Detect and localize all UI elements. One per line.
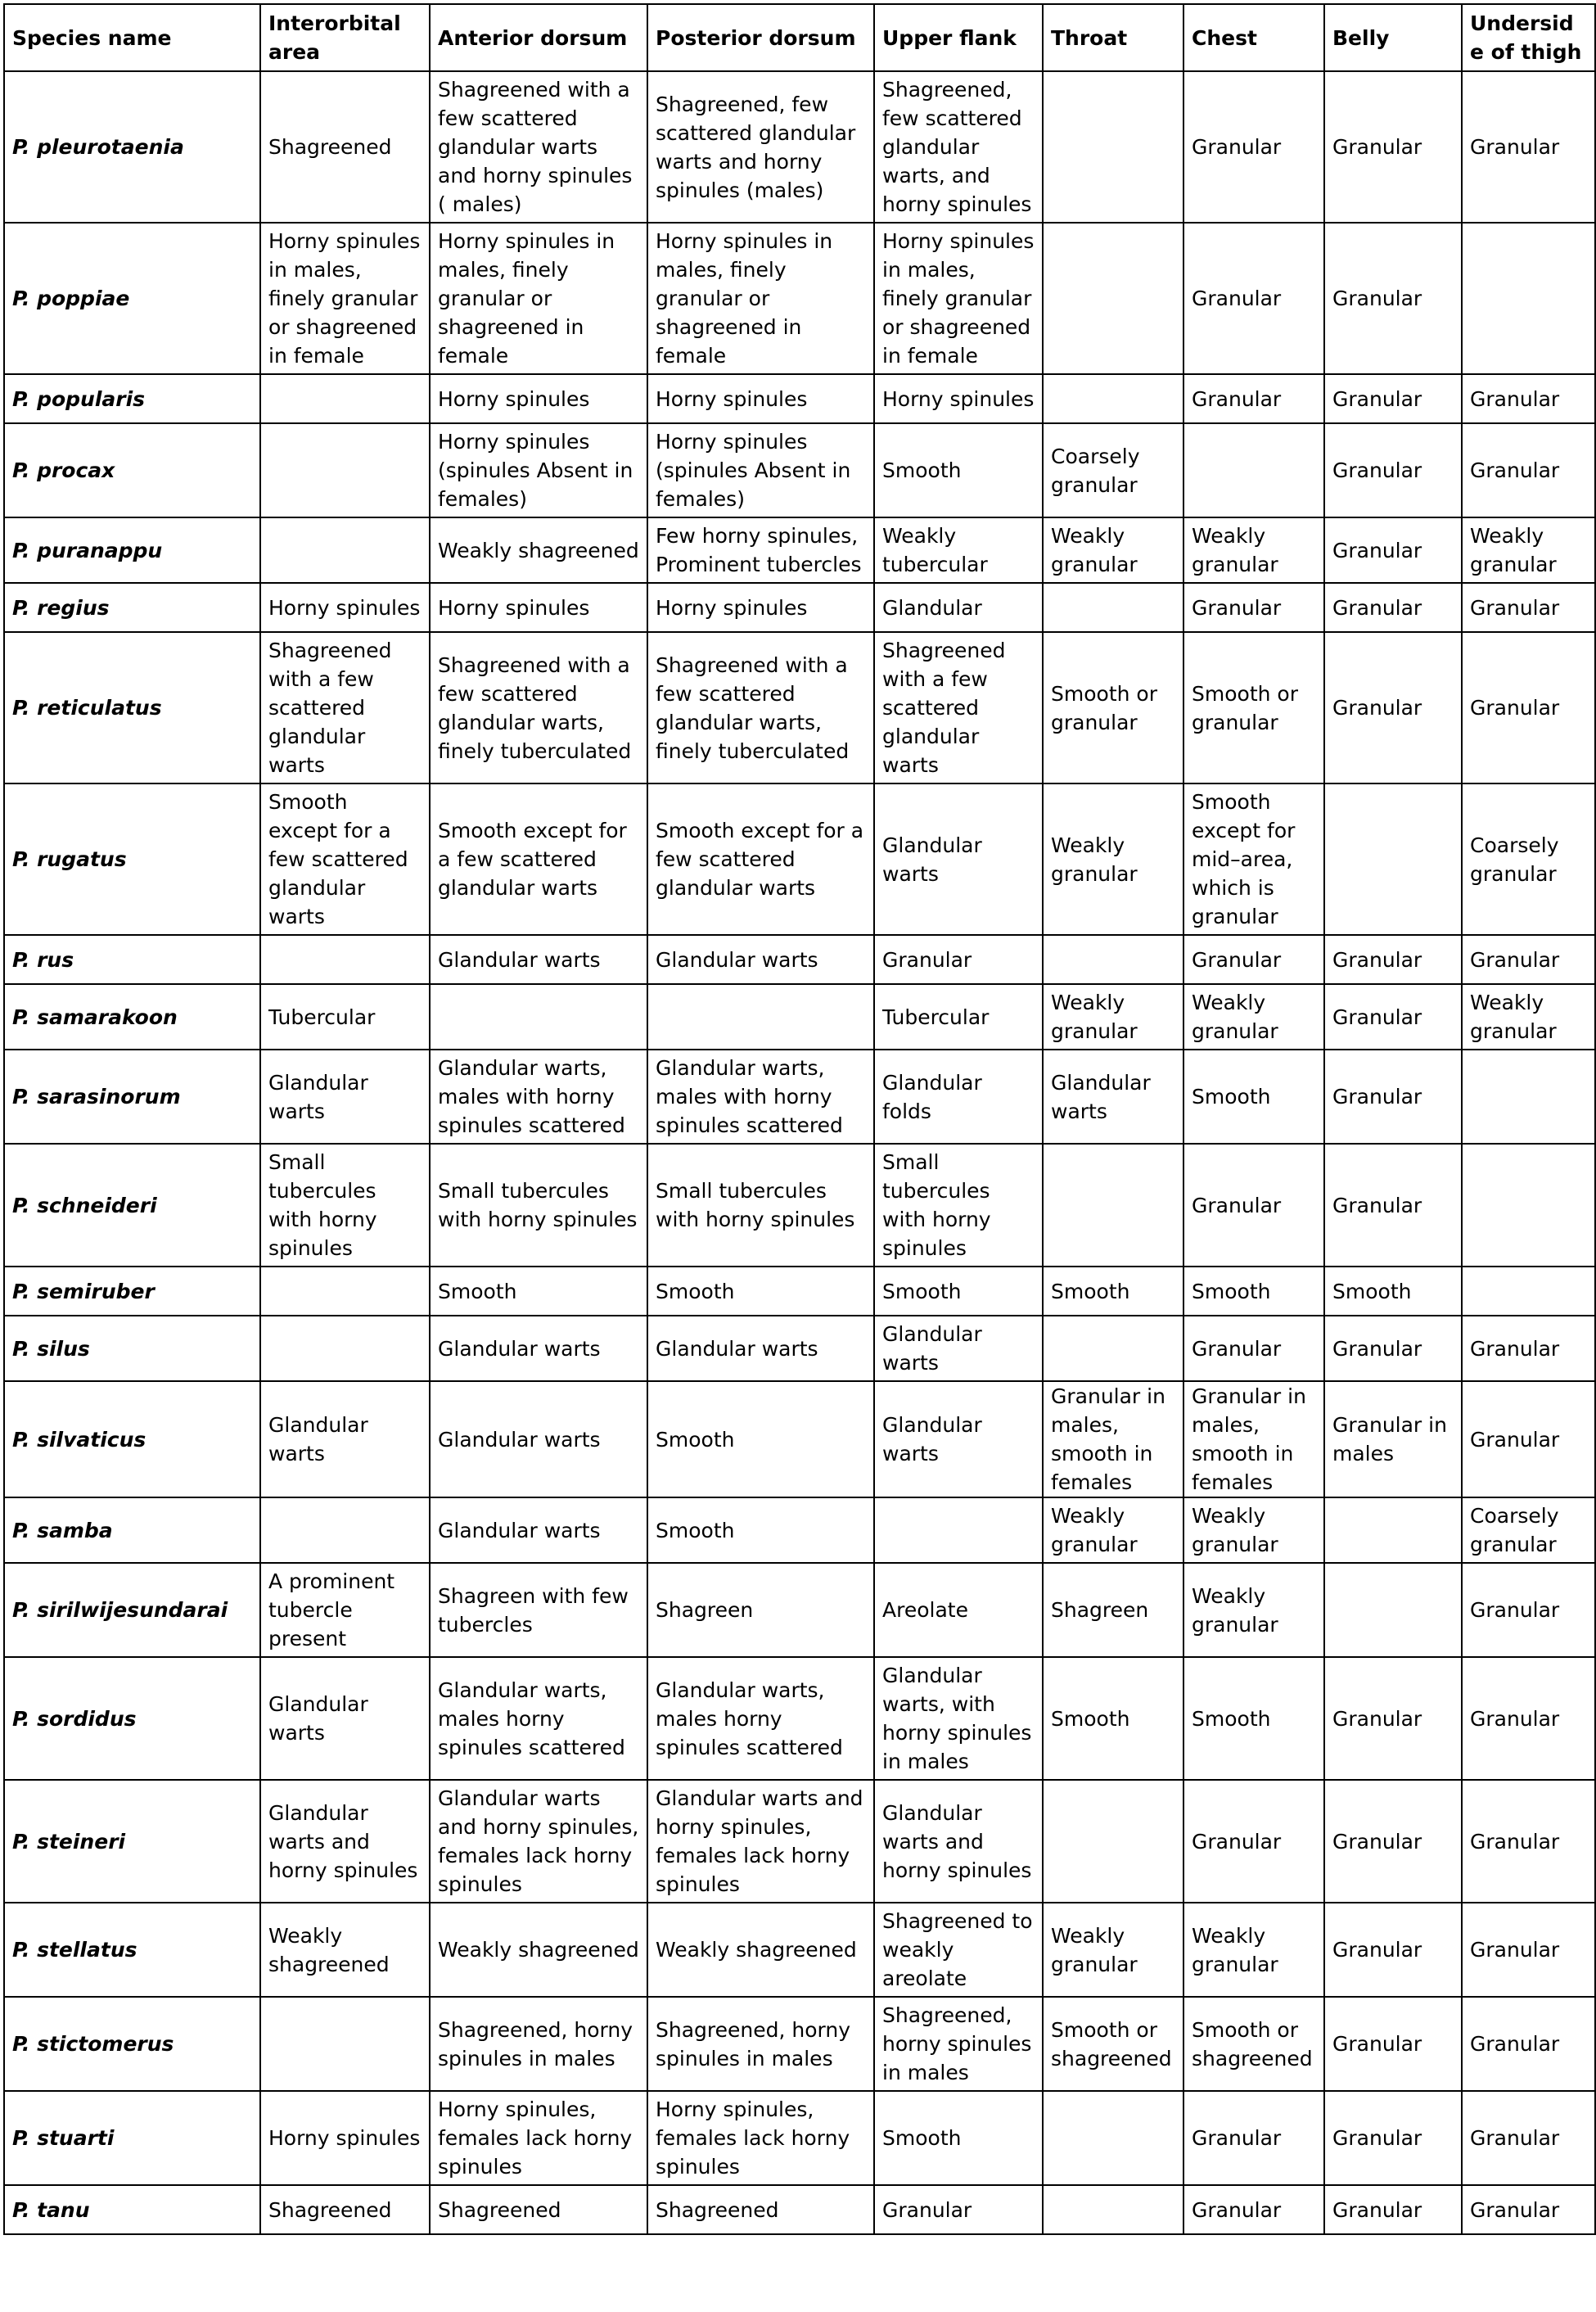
belly-cell: Granular	[1324, 632, 1462, 783]
column-header-anterior-dorsum: Anterior dorsum	[430, 4, 647, 71]
chest-cell: Granular	[1183, 1316, 1324, 1381]
belly-cell: Granular	[1324, 517, 1462, 583]
species-name-cell: P. stictomerus	[4, 1997, 260, 2091]
throat-cell: Weakly granular	[1043, 783, 1183, 935]
posterior-dorsum-cell: Glandular warts and horny spinules, females lack horny spinules	[647, 1780, 874, 1903]
upper-flank-cell: Weakly tubercular	[874, 517, 1043, 583]
anterior-dorsum-cell: Smooth	[430, 1267, 647, 1316]
underside-of-thigh-cell: Granular	[1462, 1997, 1595, 2091]
species-name-cell: P. silvaticus	[4, 1381, 260, 1497]
underside-of-thigh-cell: Granular	[1462, 1657, 1595, 1780]
posterior-dorsum-cell: Smooth	[647, 1497, 874, 1563]
upper-flank-cell: Glandular warts	[874, 1316, 1043, 1381]
throat-cell: Weakly granular	[1043, 517, 1183, 583]
throat-cell	[1043, 1144, 1183, 1267]
underside-of-thigh-cell: Granular	[1462, 935, 1595, 984]
chest-cell: Granular	[1183, 583, 1324, 632]
chest-cell: Granular	[1183, 935, 1324, 984]
species-name-cell: P. silus	[4, 1316, 260, 1381]
posterior-dorsum-cell: Horny spinules in males, finely granular or shagreened in female	[647, 223, 874, 374]
underside-of-thigh-cell: Granular	[1462, 632, 1595, 783]
posterior-dorsum-cell: Weakly shagreened	[647, 1903, 874, 1997]
underside-of-thigh-cell: Granular	[1462, 374, 1595, 423]
table-row	[4, 1381, 1595, 1497]
upper-flank-cell: Smooth	[874, 2091, 1043, 2185]
table-row	[4, 632, 1595, 783]
column-header-posterior-dorsum: Posterior dorsum	[647, 4, 874, 71]
posterior-dorsum-cell: Horny spinules (spinules Absent in females)	[647, 423, 874, 517]
throat-cell	[1043, 583, 1183, 632]
posterior-dorsum-cell: Smooth except for a few scattered glandular warts	[647, 783, 874, 935]
underside-of-thigh-cell: Granular	[1462, 1903, 1595, 1997]
underside-of-thigh-cell: Granular	[1462, 1316, 1595, 1381]
throat-cell: Smooth or granular	[1043, 632, 1183, 783]
underside-of-thigh-cell: Granular	[1462, 71, 1595, 223]
chest-cell: Granular in males, smooth in females	[1183, 1381, 1324, 1497]
species-skin-texture-table	[3, 3, 1596, 2235]
posterior-dorsum-cell: Few horny spinules, Prominent tubercles	[647, 517, 874, 583]
underside-of-thigh-cell: Granular	[1462, 2185, 1595, 2234]
upper-flank-cell: Glandular warts	[874, 783, 1043, 935]
posterior-dorsum-cell: Horny spinules	[647, 583, 874, 632]
table-row	[4, 783, 1595, 935]
belly-cell	[1324, 1497, 1462, 1563]
chest-cell: Granular	[1183, 374, 1324, 423]
species-name-cell: P. poppiae	[4, 223, 260, 374]
upper-flank-cell: Glandular warts, with horny spinules in males	[874, 1657, 1043, 1780]
chest-cell: Smooth	[1183, 1050, 1324, 1144]
interorbital-area-cell: Small tubercules with horny spinules	[260, 1144, 430, 1267]
interorbital-area-cell: A prominent tubercle present	[260, 1563, 430, 1657]
interorbital-area-cell: Smooth except for a few scattered glandular warts	[260, 783, 430, 935]
upper-flank-cell: Glandular warts	[874, 1381, 1043, 1497]
upper-flank-cell: Granular	[874, 2185, 1043, 2234]
species-name-cell: P. sordidus	[4, 1657, 260, 1780]
throat-cell: Weakly granular	[1043, 1903, 1183, 1997]
interorbital-area-cell: Horny spinules in males, finely granular or shagreened in female	[260, 223, 430, 374]
table-row	[4, 71, 1595, 223]
interorbital-area-cell: Glandular warts	[260, 1381, 430, 1497]
underside-of-thigh-cell	[1462, 1050, 1595, 1144]
posterior-dorsum-cell: Horny spinules	[647, 374, 874, 423]
species-name-cell: P. rugatus	[4, 783, 260, 935]
interorbital-area-cell	[260, 1997, 430, 2091]
belly-cell: Granular	[1324, 1780, 1462, 1903]
interorbital-area-cell: Tubercular	[260, 984, 430, 1050]
column-header-belly: Belly	[1324, 4, 1462, 71]
anterior-dorsum-cell: Glandular warts and horny spinules, females lack horny spinules	[430, 1780, 647, 1903]
table-row	[4, 1903, 1595, 1997]
belly-cell: Granular	[1324, 1903, 1462, 1997]
throat-cell	[1043, 2091, 1183, 2185]
header-row	[4, 4, 1595, 71]
upper-flank-cell: Glandular folds	[874, 1050, 1043, 1144]
underside-of-thigh-cell: Granular	[1462, 423, 1595, 517]
belly-cell: Granular	[1324, 1144, 1462, 1267]
column-header-upper-flank: Upper flank	[874, 4, 1043, 71]
table-row	[4, 423, 1595, 517]
anterior-dorsum-cell: Horny spinules	[430, 583, 647, 632]
posterior-dorsum-cell: Horny spinules, females lack horny spinules	[647, 2091, 874, 2185]
species-name-cell: P. stuarti	[4, 2091, 260, 2185]
table-row	[4, 1050, 1595, 1144]
table-header	[4, 4, 1595, 71]
throat-cell	[1043, 1780, 1183, 1903]
upper-flank-cell	[874, 1497, 1043, 1563]
interorbital-area-cell: Glandular warts and horny spinules	[260, 1780, 430, 1903]
table-row	[4, 223, 1595, 374]
chest-cell: Smooth except for mid–area, which is granular	[1183, 783, 1324, 935]
table-row	[4, 1657, 1595, 1780]
upper-flank-cell: Horny spinules	[874, 374, 1043, 423]
underside-of-thigh-cell: Coarsely granular	[1462, 783, 1595, 935]
underside-of-thigh-cell: Granular	[1462, 1381, 1595, 1497]
column-header-interorbital-area: Interorbital area	[260, 4, 430, 71]
belly-cell: Smooth	[1324, 1267, 1462, 1316]
species-name-cell: P. regius	[4, 583, 260, 632]
upper-flank-cell: Glandular	[874, 583, 1043, 632]
upper-flank-cell: Smooth	[874, 423, 1043, 517]
throat-cell	[1043, 223, 1183, 374]
belly-cell: Granular	[1324, 1050, 1462, 1144]
belly-cell: Granular	[1324, 1657, 1462, 1780]
table-row	[4, 935, 1595, 984]
anterior-dorsum-cell: Glandular warts	[430, 935, 647, 984]
table-row	[4, 1780, 1595, 1903]
anterior-dorsum-cell: Glandular warts	[430, 1381, 647, 1497]
belly-cell: Granular	[1324, 1997, 1462, 2091]
belly-cell: Granular in males	[1324, 1381, 1462, 1497]
chest-cell: Granular	[1183, 223, 1324, 374]
throat-cell: Smooth	[1043, 1657, 1183, 1780]
underside-of-thigh-cell	[1462, 1267, 1595, 1316]
posterior-dorsum-cell: Shagreen	[647, 1563, 874, 1657]
anterior-dorsum-cell: Smooth except for a few scattered glandular warts	[430, 783, 647, 935]
throat-cell: Weakly granular	[1043, 1497, 1183, 1563]
upper-flank-cell: Tubercular	[874, 984, 1043, 1050]
posterior-dorsum-cell: Smooth	[647, 1381, 874, 1497]
posterior-dorsum-cell: Smooth	[647, 1267, 874, 1316]
belly-cell: Granular	[1324, 583, 1462, 632]
chest-cell: Granular	[1183, 71, 1324, 223]
species-name-cell: P. reticulatus	[4, 632, 260, 783]
posterior-dorsum-cell: Glandular warts	[647, 935, 874, 984]
underside-of-thigh-cell	[1462, 1144, 1595, 1267]
posterior-dorsum-cell: Shagreened, horny spinules in males	[647, 1997, 874, 2091]
posterior-dorsum-cell: Glandular warts	[647, 1316, 874, 1381]
interorbital-area-cell: Glandular warts	[260, 1657, 430, 1780]
interorbital-area-cell	[260, 1316, 430, 1381]
posterior-dorsum-cell: Shagreened with a few scattered glandular warts, finely tuberculated	[647, 632, 874, 783]
interorbital-area-cell: Horny spinules	[260, 2091, 430, 2185]
posterior-dorsum-cell	[647, 984, 874, 1050]
anterior-dorsum-cell: Horny spinules, females lack horny spinules	[430, 2091, 647, 2185]
anterior-dorsum-cell: Horny spinules in males, finely granular or shagreened in female	[430, 223, 647, 374]
table-row	[4, 374, 1595, 423]
chest-cell: Granular	[1183, 1144, 1324, 1267]
species-name-cell: P. samarakoon	[4, 984, 260, 1050]
throat-cell	[1043, 935, 1183, 984]
chest-cell: Weakly granular	[1183, 1563, 1324, 1657]
posterior-dorsum-cell: Small tubercules with horny spinules	[647, 1144, 874, 1267]
upper-flank-cell: Shagreened with a few scattered glandular warts	[874, 632, 1043, 783]
anterior-dorsum-cell: Shagreen with few tubercles	[430, 1563, 647, 1657]
posterior-dorsum-cell: Shagreened, few scattered glandular warts and horny spinules (males)	[647, 71, 874, 223]
underside-of-thigh-cell: Granular	[1462, 1563, 1595, 1657]
column-header-species-name: Species name	[4, 4, 260, 71]
anterior-dorsum-cell: Weakly shagreened	[430, 1903, 647, 1997]
upper-flank-cell: Granular	[874, 935, 1043, 984]
interorbital-area-cell: Horny spinules	[260, 583, 430, 632]
anterior-dorsum-cell: Shagreened	[430, 2185, 647, 2234]
underside-of-thigh-cell: Coarsely granular	[1462, 1497, 1595, 1563]
table-body	[4, 71, 1595, 2234]
belly-cell: Granular	[1324, 223, 1462, 374]
species-name-cell: P. puranappu	[4, 517, 260, 583]
belly-cell: Granular	[1324, 935, 1462, 984]
anterior-dorsum-cell: Glandular warts	[430, 1497, 647, 1563]
anterior-dorsum-cell	[430, 984, 647, 1050]
belly-cell	[1324, 1563, 1462, 1657]
column-header-throat: Throat	[1043, 4, 1183, 71]
species-name-cell: P. popularis	[4, 374, 260, 423]
chest-cell: Weakly granular	[1183, 517, 1324, 583]
table-row	[4, 1316, 1595, 1381]
interorbital-area-cell: Shagreened	[260, 71, 430, 223]
upper-flank-cell: Small tubercules with horny spinules	[874, 1144, 1043, 1267]
table-row	[4, 1497, 1595, 1563]
interorbital-area-cell: Weakly shagreened	[260, 1903, 430, 1997]
throat-cell	[1043, 1316, 1183, 1381]
belly-cell: Granular	[1324, 1316, 1462, 1381]
table-row	[4, 2185, 1595, 2234]
chest-cell: Smooth	[1183, 1267, 1324, 1316]
table-row	[4, 1563, 1595, 1657]
throat-cell: Granular in males, smooth in females	[1043, 1381, 1183, 1497]
belly-cell: Granular	[1324, 984, 1462, 1050]
species-name-cell: P. steineri	[4, 1780, 260, 1903]
table-row	[4, 984, 1595, 1050]
underside-of-thigh-cell: Granular	[1462, 1780, 1595, 1903]
belly-cell: Granular	[1324, 374, 1462, 423]
anterior-dorsum-cell: Small tubercules with horny spinules	[430, 1144, 647, 1267]
species-name-cell: P. sarasinorum	[4, 1050, 260, 1144]
species-name-cell: P. samba	[4, 1497, 260, 1563]
table-row	[4, 583, 1595, 632]
column-header-chest: Chest	[1183, 4, 1324, 71]
table-row	[4, 1144, 1595, 1267]
interorbital-area-cell	[260, 423, 430, 517]
species-name-cell: P. procax	[4, 423, 260, 517]
interorbital-area-cell	[260, 374, 430, 423]
posterior-dorsum-cell: Glandular warts, males with horny spinules scattered	[647, 1050, 874, 1144]
throat-cell: Glandular warts	[1043, 1050, 1183, 1144]
anterior-dorsum-cell: Horny spinules (spinules Absent in females)	[430, 423, 647, 517]
chest-cell: Granular	[1183, 2185, 1324, 2234]
upper-flank-cell: Shagreened, few scattered glandular warts, and horny spinules	[874, 71, 1043, 223]
anterior-dorsum-cell: Glandular warts	[430, 1316, 647, 1381]
species-name-cell: P. rus	[4, 935, 260, 984]
species-name-cell: P. semiruber	[4, 1267, 260, 1316]
belly-cell: Granular	[1324, 71, 1462, 223]
upper-flank-cell: Smooth	[874, 1267, 1043, 1316]
posterior-dorsum-cell: Shagreened	[647, 2185, 874, 2234]
upper-flank-cell: Areolate	[874, 1563, 1043, 1657]
column-header-underside-of-thigh: Underside of thigh	[1462, 4, 1595, 71]
species-name-cell: P. tanu	[4, 2185, 260, 2234]
interorbital-area-cell: Shagreened with a few scattered glandular warts	[260, 632, 430, 783]
interorbital-area-cell	[260, 935, 430, 984]
throat-cell: Coarsely granular	[1043, 423, 1183, 517]
throat-cell	[1043, 374, 1183, 423]
interorbital-area-cell	[260, 1497, 430, 1563]
throat-cell: Smooth	[1043, 1267, 1183, 1316]
underside-of-thigh-cell: Weakly granular	[1462, 984, 1595, 1050]
species-name-cell: P. pleurotaenia	[4, 71, 260, 223]
chest-cell: Granular	[1183, 1780, 1324, 1903]
throat-cell: Shagreen	[1043, 1563, 1183, 1657]
species-name-cell: P. stellatus	[4, 1903, 260, 1997]
anterior-dorsum-cell: Glandular warts, males horny spinules scattered	[430, 1657, 647, 1780]
chest-cell: Smooth or shagreened	[1183, 1997, 1324, 2091]
belly-cell	[1324, 783, 1462, 935]
anterior-dorsum-cell: Shagreened with a few scattered glandular warts, finely tuberculated	[430, 632, 647, 783]
chest-cell: Weakly granular	[1183, 984, 1324, 1050]
table-row	[4, 1267, 1595, 1316]
anterior-dorsum-cell: Weakly shagreened	[430, 517, 647, 583]
belly-cell: Granular	[1324, 423, 1462, 517]
throat-cell: Smooth or shagreened	[1043, 1997, 1183, 2091]
interorbital-area-cell	[260, 1267, 430, 1316]
anterior-dorsum-cell: Shagreened, horny spinules in males	[430, 1997, 647, 2091]
anterior-dorsum-cell: Glandular warts, males with horny spinules scattered	[430, 1050, 647, 1144]
chest-cell: Weakly granular	[1183, 1497, 1324, 1563]
underside-of-thigh-cell: Granular	[1462, 2091, 1595, 2185]
belly-cell: Granular	[1324, 2185, 1462, 2234]
chest-cell: Weakly granular	[1183, 1903, 1324, 1997]
upper-flank-cell: Glandular warts and horny spinules	[874, 1780, 1043, 1903]
chest-cell: Smooth	[1183, 1657, 1324, 1780]
table-row	[4, 2091, 1595, 2185]
throat-cell	[1043, 2185, 1183, 2234]
upper-flank-cell: Shagreened to weakly areolate	[874, 1903, 1043, 1997]
anterior-dorsum-cell: Shagreened with a few scattered glandular warts and horny spinules ( males)	[430, 71, 647, 223]
chest-cell	[1183, 423, 1324, 517]
interorbital-area-cell: Shagreened	[260, 2185, 430, 2234]
table-row	[4, 1997, 1595, 2091]
underside-of-thigh-cell: Granular	[1462, 583, 1595, 632]
species-name-cell: P. schneideri	[4, 1144, 260, 1267]
interorbital-area-cell	[260, 517, 430, 583]
chest-cell: Granular	[1183, 2091, 1324, 2185]
table-row	[4, 517, 1595, 583]
posterior-dorsum-cell: Glandular warts, males horny spinules scattered	[647, 1657, 874, 1780]
upper-flank-cell: Shagreened, horny spinules in males	[874, 1997, 1043, 2091]
upper-flank-cell: Horny spinules in males, finely granular or shagreened in female	[874, 223, 1043, 374]
anterior-dorsum-cell: Horny spinules	[430, 374, 647, 423]
throat-cell: Weakly granular	[1043, 984, 1183, 1050]
underside-of-thigh-cell: Weakly granular	[1462, 517, 1595, 583]
underside-of-thigh-cell	[1462, 223, 1595, 374]
species-name-cell: P. sirilwijesundarai	[4, 1563, 260, 1657]
chest-cell: Smooth or granular	[1183, 632, 1324, 783]
throat-cell	[1043, 71, 1183, 223]
interorbital-area-cell: Glandular warts	[260, 1050, 430, 1144]
belly-cell: Granular	[1324, 2091, 1462, 2185]
